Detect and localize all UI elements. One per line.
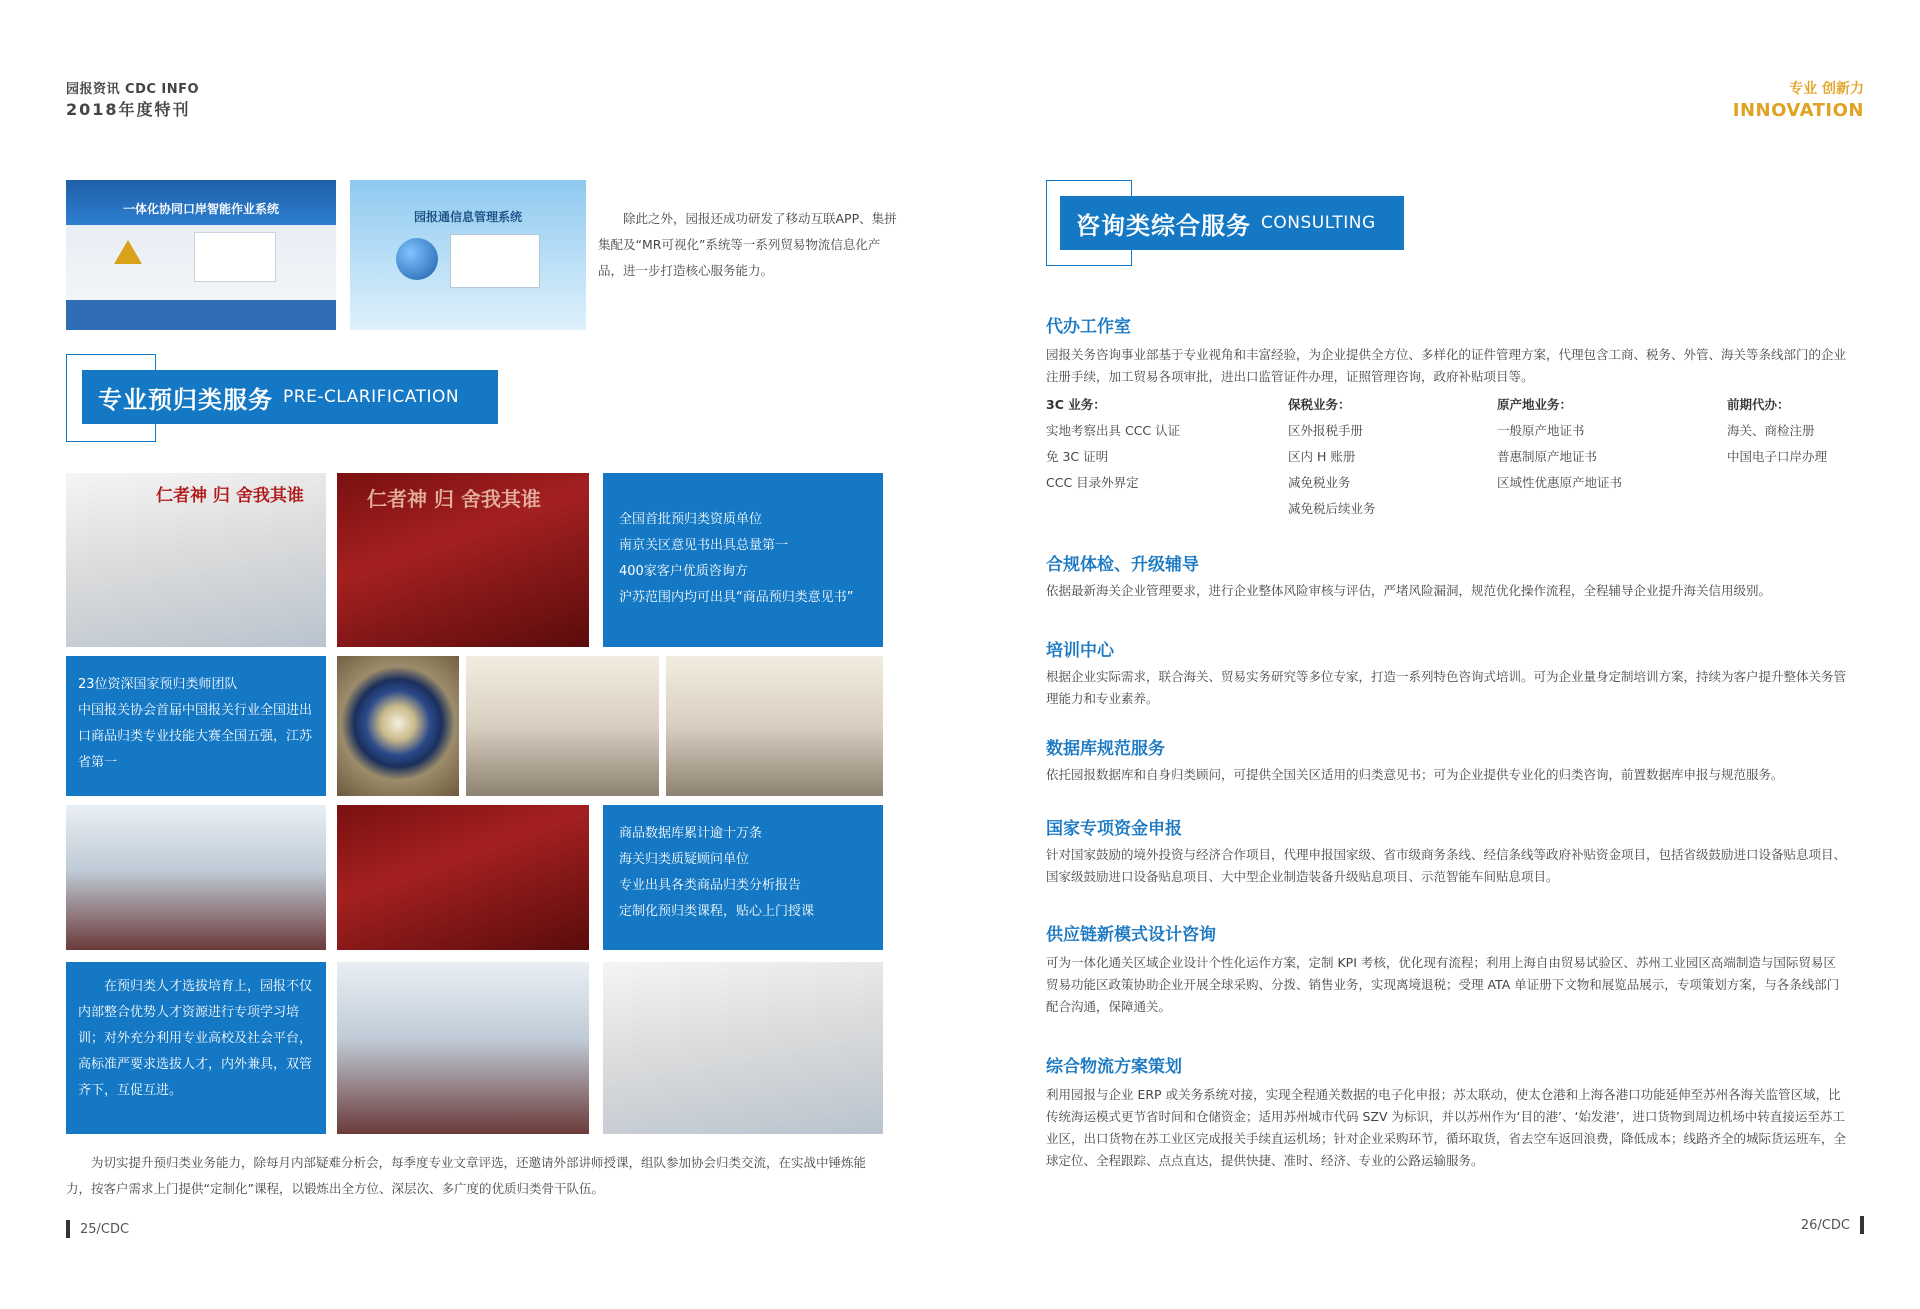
- header-issue: 2018年度特刊: [66, 100, 191, 119]
- paragraph-supply-chain: 可为一体化通关区域企业设计个性化运作方案，定制 KPI 考核，优化现有流程；利用上海自由贸易试验区、苏州工业园区高端制造与国际贸易区贸易功能区政策协助企业开展全球采购、分拨、销售业务，实现离境退税；受理 ATA 单证册下文物和展览品展示，专项策划方案，与各条线部门配合沟通，保障通关。: [1046, 955, 1840, 1014]
- section-title-consulting: [1060, 196, 1404, 250]
- paragraph-logistics: 利用园报与企业 ERP 或关务系统对接，实现全程通关数据的电子化申报；苏太联动，使太仓港和上海各港口功能延伸至苏州各海关监管区域，比传统海运模式更节省时间和仓储资金；适用苏州城市代码 SZV 为标识，并以苏州作为‘目的港’、‘始发港’，进口货物到周边机场中转直接运至苏工业区，出口货物在苏工业区完成报关手续直运机场；针对企业采购环节，循环取货，省去空车返回浪费，降低成本；线路齐全的城际货运班车，全球定位、全程跟踪、点点直达，提供快捷、准时、经济、专业的公路运输服务。: [1046, 1087, 1847, 1168]
- info-box-team: 23位资深国家预归类师团队 中国报关协会首届中国报关行业全国进出口商品归类专业技能大赛全国五强，江苏省第一: [66, 656, 326, 796]
- heading-funding: 国家专项资金申报: [1046, 819, 1182, 839]
- page-marker-right: [1860, 1216, 1864, 1234]
- login-form: [194, 232, 276, 282]
- photo-meeting-hall: [337, 805, 589, 950]
- page-number-left: 25/CDC: [80, 1222, 130, 1237]
- service-list-preliminary: 前期代办： 海关、商检注册 中国电子口岸办理: [1727, 397, 1828, 464]
- intro-paragraph: 除此之外，园报还成功研发了移动互联APP、集拼集配及“MR可视化”系统等一系列贸易物流信息化产品，进一步打造核心服务能力。: [598, 211, 897, 278]
- header-slogan-en: INNOVATION: [1732, 100, 1864, 121]
- heading-database: 数据库规范服务: [1046, 739, 1165, 759]
- heading-agency: 代办工作室: [1046, 317, 1131, 337]
- section-title-zh: 咨询类综合服务: [1076, 211, 1251, 240]
- heading-supply-chain: 供应链新模式设计咨询: [1046, 925, 1216, 945]
- service-list-bonded: 保税业务： 区外报税手册 区内 H 账册 减免税业务 减免税后续业务: [1288, 397, 1376, 516]
- photo-banner-text: 仁者神 归 舍我其谁: [156, 486, 304, 506]
- header-slogan: 专业 创新力: [1789, 81, 1864, 97]
- photo-lecture: [603, 962, 883, 1134]
- info-box-qualification: 全国首批预归类资质单位 南京关区意见书出具总量第一 400家客户优质咨询方 沪苏范围内均可出具“商品预归类意见书”: [603, 473, 883, 647]
- photo-team-red-banner: [337, 473, 589, 647]
- paragraph-training: 根据企业实际需求，联合海关、贸易实务研究等多位专家，打造一系列特色咨询式培训。可为企业量身定制培训方案，持续为客户提升整体关务管理能力和专业素养。: [1046, 669, 1847, 706]
- paragraph-funding: 针对国家鼓励的境外投资与经济合作项目，代理申报国家级、省市级商务条线、经信条线等政府补贴资金项目，包括省级鼓励进口设备贴息项目、国家级鼓励进口设备贴息项目、大中型企业制造装备升级贴息项目、示范智能车间贴息项目。: [1046, 847, 1847, 884]
- paragraph-agency: 园报关务咨询事业部基于专业视角和丰富经验，为企业提供全方位、多样化的证件管理方案，代理包含工商、税务、外管、海关等条线部门的企业注册手续，加工贸易各项审批，进出口监管证件办理，证照管理咨询，政府补贴项目等。: [1046, 347, 1847, 384]
- info-box-talent: 在预归类人才选拔培育上，园报不仅内部整合优势人才资源进行专项学习培训；对外充分利用专业高校及社会平台，高标准严要求选拔人才，内外兼具，双管齐下，互促互进。: [66, 962, 326, 1134]
- photo-team-office: [466, 656, 659, 796]
- service-list-3c: 3C 业务： 实地考察出具 CCC 认证 免 3C 证明 CCC 目录外界定: [1046, 397, 1181, 490]
- section-title-en: CONSULTING: [1261, 213, 1376, 233]
- photo-team-lobby: [666, 656, 883, 796]
- login-form: [450, 234, 540, 288]
- paragraph-database: 依托园报数据库和自身归类顾问，可提供全国关区适用的归类意见书；可为企业提供专业化的归类咨询，前置数据库申报与规范服务。: [1046, 767, 1784, 782]
- heading-training: 培训中心: [1046, 641, 1114, 661]
- info-box-database: 商品数据库累计逾十万条 海关归类质疑顾问单位 专业出具各类商品归类分析报告 定制化预归类课程，贴心上门授课: [603, 805, 883, 950]
- section-title-preclass: [82, 370, 498, 424]
- service-list-origin: 原产地业务： 一般原产地证书 普惠制原产地证书 区域性优惠原产地证书: [1497, 397, 1623, 490]
- bottom-paragraph: 为切实提升预归类业务能力，除每月内部疑难分析会，每季度专业文章评选，还邀请外部讲师授课，组队参加协会归类交流，在实战中锤炼能力，按客户需求上门提供“定制化”课程，以锻炼出全方位、深层次、多广度的优质归类骨干队伍。: [66, 1155, 867, 1196]
- section-title-zh: 专业预归类服务: [98, 385, 273, 414]
- photo-award-plate: [337, 656, 459, 796]
- photo-team-award: [66, 473, 326, 647]
- heading-compliance: 合规体检、升级辅导: [1046, 555, 1199, 575]
- header-publication: 园报资讯 CDC INFO: [66, 82, 200, 97]
- photo-training-session: [337, 962, 589, 1134]
- photo-classroom: [66, 805, 326, 950]
- heading-logistics: 综合物流方案策划: [1046, 1057, 1182, 1077]
- photo-banner-text: 仁者神 归 舍我其谁: [367, 487, 541, 511]
- paragraph-compliance: 依据最新海关企业管理要求，进行企业整体风险审核与评估，严堵风险漏洞，规范优化操作流程，全程辅导企业提升海关信用级别。: [1046, 583, 1772, 598]
- page-number-right: 26/CDC: [1800, 1218, 1850, 1233]
- globe-icon: [396, 238, 438, 280]
- system-screenshot-b: [350, 180, 586, 330]
- system-screenshot-a-title: 一体化协同口岸智能作业系统: [122, 202, 279, 216]
- page-marker-left: [66, 1220, 70, 1238]
- section-title-en: PRE-CLARIFICATION: [283, 387, 460, 407]
- warning-icon: [114, 240, 142, 264]
- system-screenshot-b-title: 园报通信息管理系统: [413, 210, 522, 224]
- system-screenshot-a: [66, 180, 336, 330]
